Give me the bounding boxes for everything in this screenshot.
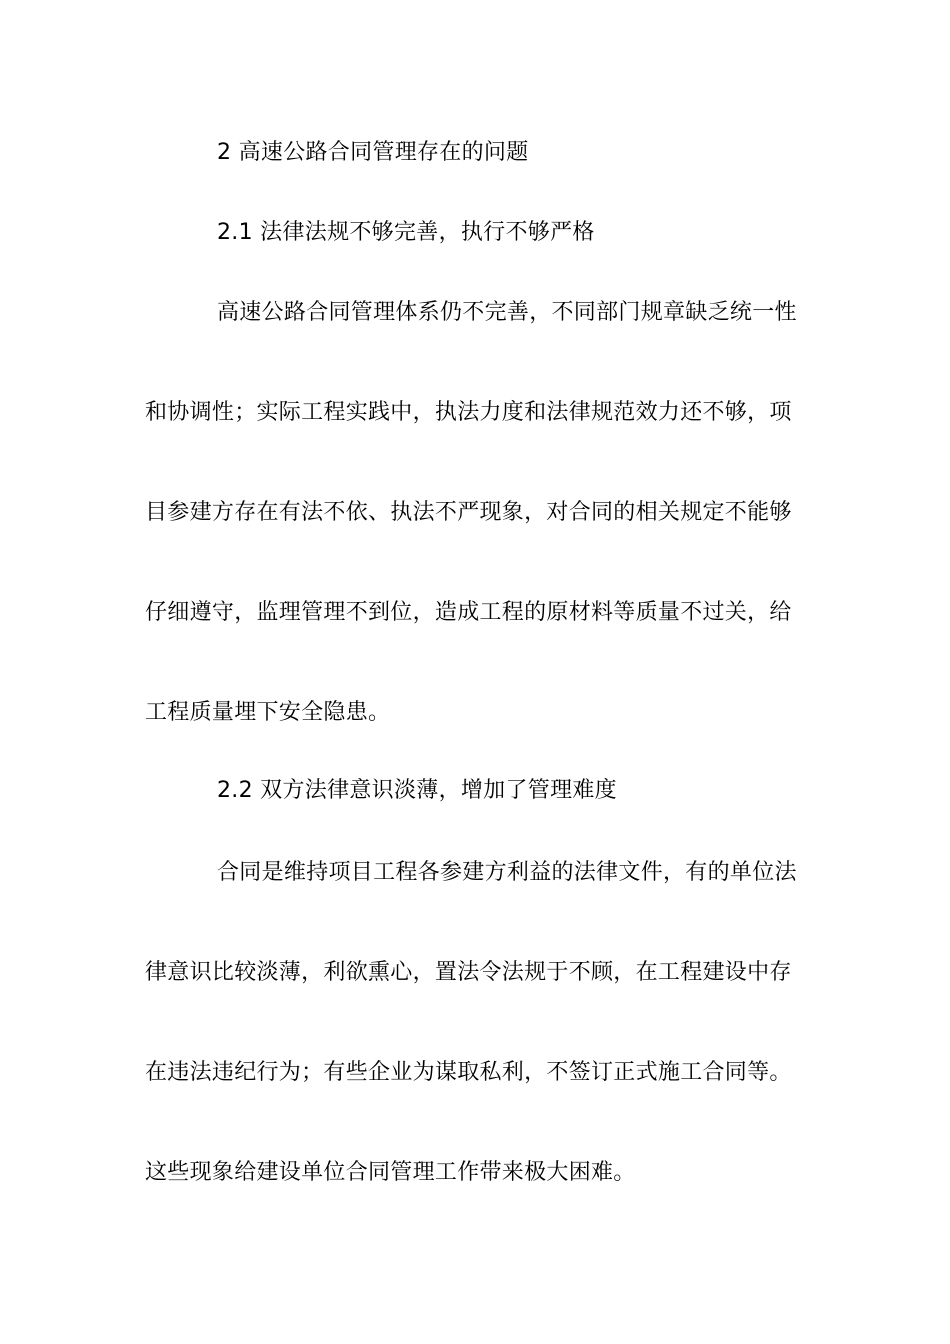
paragraph-2-line-2: 律意识比较淡薄，利欲熏心，置法令法规于不顾，在工程建设中存	[145, 960, 792, 985]
subsection-1-heading: 2.1 法律法规不够完善，执行不够严格	[217, 220, 595, 245]
section-heading: 2 高速公路合同管理存在的问题	[217, 140, 529, 165]
subsection-2-heading: 2.2 双方法律意识淡薄，增加了管理难度	[217, 778, 617, 803]
paragraph-1-line-2: 和协调性；实际工程实践中，执法力度和法律规范效力还不够，项	[145, 400, 792, 425]
paragraph-1-line-5: 工程质量埋下安全隐患。	[145, 700, 391, 725]
paragraph-2-line-4: 这些现象给建设单位合同管理工作带来极大困难。	[145, 1160, 636, 1185]
paragraph-1-line-4: 仔细遵守，监理管理不到位，造成工程的原材料等质量不过关，给	[145, 600, 792, 625]
paragraph-2-line-1: 合同是维持项目工程各参建方利益的法律文件，有的单位法	[217, 860, 797, 885]
paragraph-1-line-1: 高速公路合同管理体系仍不完善，不同部门规章缺乏统一性	[217, 300, 797, 325]
paragraph-1-line-3: 目参建方存在有法不依、执法不严现象，对合同的相关规定不能够	[145, 500, 792, 525]
paragraph-2-line-3: 在违法违纪行为；有些企业为谋取私利，不签订正式施工合同等。	[145, 1060, 792, 1085]
